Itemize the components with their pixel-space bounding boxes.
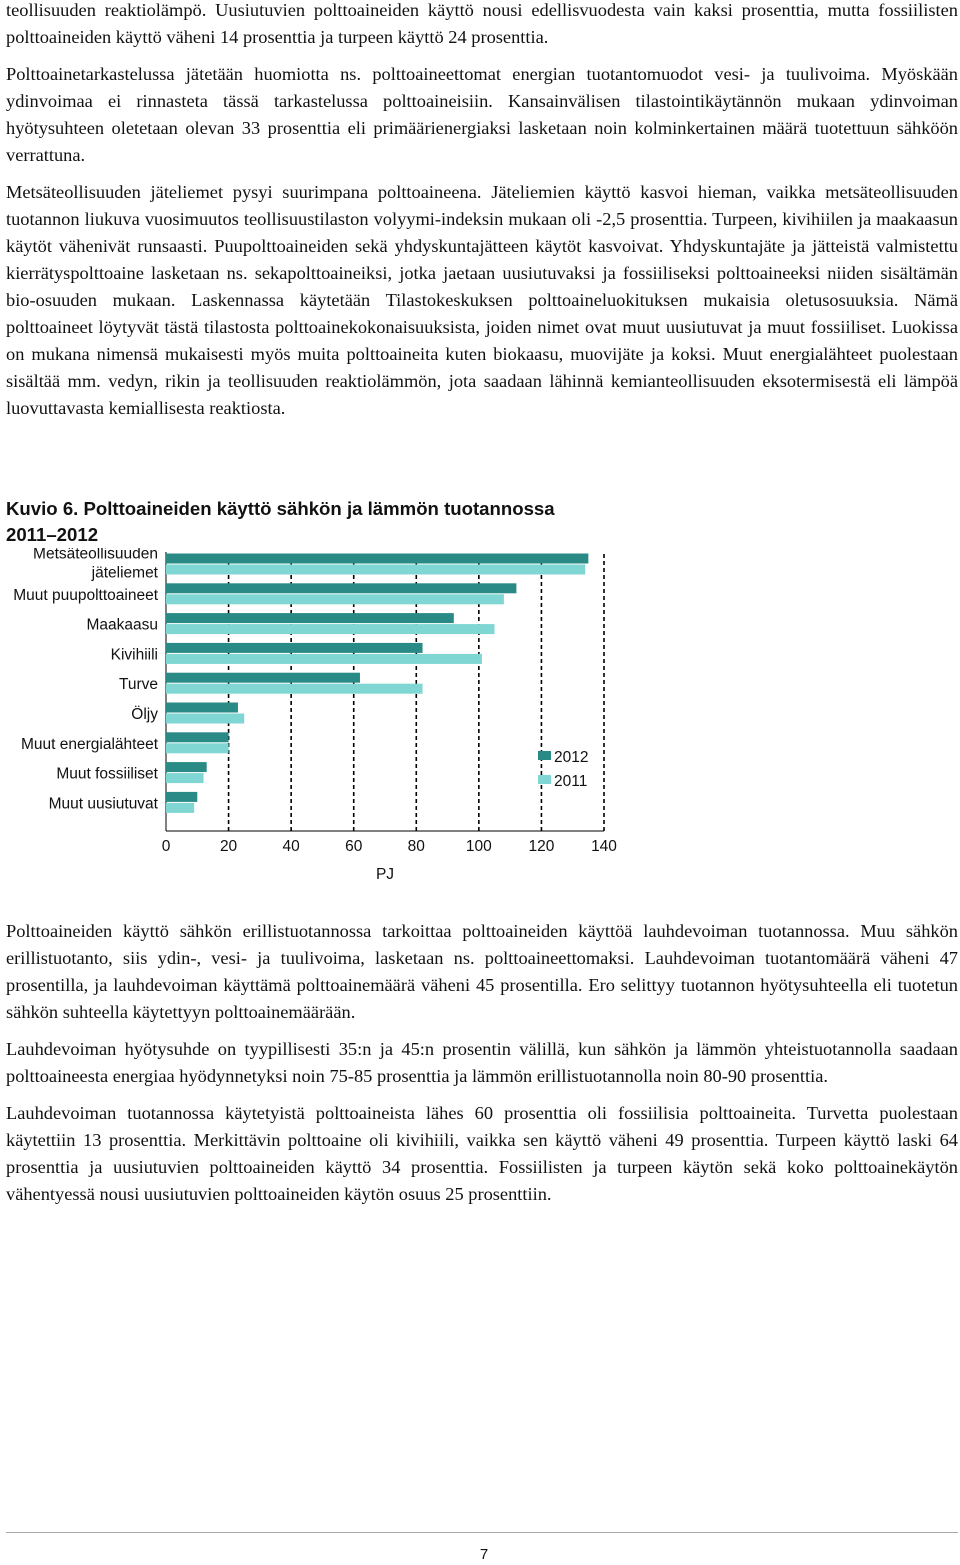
page-number: 7 bbox=[479, 1546, 489, 1563]
legend-swatch bbox=[538, 751, 551, 760]
legend-swatch bbox=[538, 775, 551, 784]
bar-chart bbox=[0, 548, 640, 888]
x-tick-label: 60 bbox=[345, 838, 363, 855]
bar-2012 bbox=[166, 643, 423, 653]
bottom-text-block bbox=[6, 918, 958, 1218]
category-label: jäteliemet bbox=[91, 564, 158, 582]
category-label: Muut energialähteet bbox=[20, 735, 158, 753]
paragraph: teollisuuden reaktiolämpö. Uusiutuvien polttoaineiden käyttö nousi edellisvuodesta vain kaksi prosenttia, mutta fossiilisten polttoaineiden käyttö väheni 14 prosenttia ja turpeen käyttö 24 prosenttia. bbox=[6, 0, 958, 47]
x-tick-label: 100 bbox=[465, 838, 492, 855]
paragraph: Polttoainetarkastelussa jätetään huomiotta ns. polttoaineettomat energian tuotantomuodot vesi- ja tuulivoima. Myöskään ydinvoimaa ei rinnasteta tässä tarkastelussa polttoaineisiin. Kansainvälisen tilastointikäytännön mukaan ydinvoiman hyötysuhteen oletetaan olevan 33 prosenttia eli primäärienergiaksi lasketaan noin kolminkertainen määrä tuotettuun sähköön verrattuna. bbox=[6, 64, 958, 165]
bar-2012 bbox=[166, 762, 207, 772]
figure-caption-line: Kuvio 6. Polttoaineiden käyttö sähkön ja lämmön tuotannossa bbox=[6, 498, 555, 519]
legend-label: 2011 bbox=[554, 773, 588, 790]
bar-2011 bbox=[166, 684, 423, 694]
bar-2012 bbox=[166, 703, 238, 713]
category-label: Muut uusiutuvat bbox=[48, 795, 158, 813]
bar-2012 bbox=[166, 732, 229, 742]
bar-2011 bbox=[166, 743, 229, 753]
paragraph: Lauhdevoiman tuotannossa käytetyistä polttoaineista lähes 60 prosenttia oli fossiilisia polttoaineita. Turvetta puolestaan käytettiin 13 prosenttia. Merkittävin polttoaine oli kivihiili, vaikka sen käyttö väheni 49 prosenttia. Turpeen käyttö laski 64 prosenttia ja uusiutuvien polttoaineiden käyttö 34 prosenttia. Fossiilisten ja turpeen käytön sekä koko polttoainekäytön vähentyessä nousi uusiutuvien polttoaineiden käytön osuus 25 prosenttiin. bbox=[6, 1103, 958, 1204]
top-text-block bbox=[6, 0, 958, 432]
bar-2011 bbox=[166, 594, 504, 604]
bar-2012 bbox=[166, 613, 454, 623]
bar-2011 bbox=[166, 565, 585, 575]
figure-caption-line: 2011–2012 bbox=[6, 524, 99, 545]
x-axis-title: PJ bbox=[375, 866, 395, 883]
footer-divider bbox=[6, 1532, 958, 1533]
bar-2011 bbox=[166, 624, 495, 634]
paragraph: Polttoaineiden käyttö sähkön erillistuotannossa tarkoittaa polttoaineiden käyttöä lauhdevoiman tuotannossa. Muu sähkön erillistuotanto, siis ydin-, vesi- ja tuulivoima, lasketaan ns. polttoaineettomaksi. Lauhdevoiman tuotantomäärä väheni 47 prosentilla, ja lauhdevoiman käyttämä polttoainemäärä väheni 45 prosentilla. Ero selittyy tuotannon hyötysuhteella eli tuotetun sähkön suhteella käytettyyn polttoainemäärään. bbox=[6, 921, 958, 1022]
x-tick-label: 120 bbox=[528, 838, 555, 855]
x-tick-label: 20 bbox=[219, 838, 238, 855]
bar-2012 bbox=[166, 554, 588, 564]
category-label: Muut puupolttoaineet bbox=[13, 586, 158, 604]
x-tick-label: 40 bbox=[282, 838, 300, 855]
category-label: Kivihiili bbox=[110, 646, 158, 664]
category-label: Maakaasu bbox=[86, 616, 158, 634]
bar-2012 bbox=[166, 792, 197, 802]
figure-caption bbox=[6, 496, 646, 548]
x-tick-label: 140 bbox=[591, 838, 617, 855]
bar-2012 bbox=[166, 673, 360, 683]
bar-2011 bbox=[166, 803, 194, 813]
category-label: Turve bbox=[118, 676, 158, 694]
x-tick-label: 0 bbox=[161, 838, 171, 855]
category-label: Metsäteollisuuden bbox=[33, 548, 158, 563]
bar-2011 bbox=[166, 773, 204, 783]
category-label: Öljy bbox=[131, 706, 158, 723]
legend-label: 2012 bbox=[554, 749, 589, 766]
paragraph: Metsäteollisuuden jäteliemet pysyi suurimpana polttoaineena. Jäteliemien käyttö kasvoi hieman, vaikka metsäteollisuuden tuotannon liukuva vuosimuutos teollisuustilaston volyymi-indeksin mukaan oli -2,5 prosenttia. Turpeen, kivihiilen ja maakaasun käytöt vähenivät runsaasti. Puupolttoaineiden sekä yhdyskuntajätteen käytöt kasvoivat. Yhdyskuntajäte ja jätteistä valmistettu kierrätyspolttoaine lasketaan ns. sekapolttoaineiksi, jotka jaetaan uusiutuvaksi ja fossiiliseksi polttoaineeksi niiden sisältämän bio-osuuden mukaan. Laskennassa käytetään Tilastokeskuksen polttoaineluokituksen mukaisia oletusosuuksia. Nämä polttoaineet löytyvät tästä tilastosta polttoainekokonaisuuksista, joiden nimet ovat muut uusiutuvat ja muut fossiiliset. Luokissa on mukana nimensä mukaisesti myös muita polttoaineita kuten biokaasu, muovijäte ja koksi. Muut energialähteet puolestaan sisältää mm. vedyn, rikin ja teollisuuden reaktiolämmön, jota saadaan lähinnä kemianteollisuuden eksotermisestä eli lämpöä luovuttavasta kemiallisesta reaktiosta. bbox=[6, 182, 958, 418]
bar-2011 bbox=[166, 654, 482, 664]
category-label: Muut fossiiliset bbox=[56, 765, 158, 783]
bar-2011 bbox=[166, 714, 244, 724]
x-tick-label: 80 bbox=[407, 838, 425, 855]
bar-2012 bbox=[166, 583, 516, 593]
paragraph: Lauhdevoiman hyötysuhde on tyypillisesti 35:n ja 45:n prosentin välillä, kun sähkön ja lämmön yhteistuotannolla saadaan polttoaineesta energiaa hyödynnetyksi noin 75-85 prosenttia ja lämmön erillistuotannolla noin 80-90 prosenttia. bbox=[6, 1039, 958, 1086]
